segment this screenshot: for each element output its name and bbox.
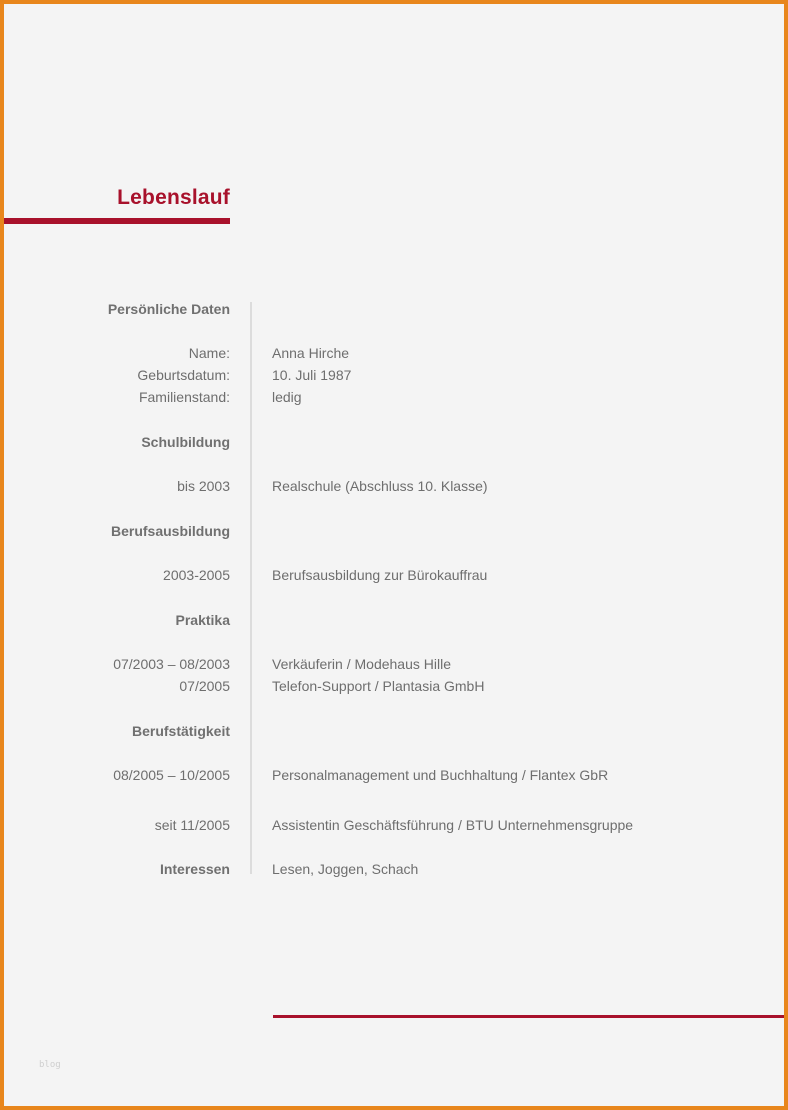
entry-value: Verkäuferin / Modehaus Hille: [272, 656, 451, 672]
entry-value: Assistentin Geschäftsführung / BTU Unternehmensgruppe: [272, 817, 634, 833]
employment-row: [0, 766, 788, 784]
date-label: 08/2005 – 10/2005: [113, 767, 230, 783]
internship-row: [0, 655, 788, 673]
date-label: 07/2003 – 08/2003: [113, 656, 230, 672]
date-label: 2003-2005: [163, 567, 230, 583]
personal-row-marital-status: [0, 388, 788, 406]
entry-value: Realschule (Abschluss 10. Klasse): [272, 478, 488, 494]
date-label: seit 11/2005: [154, 817, 230, 833]
section-heading: Berufsausbildung: [110, 523, 230, 539]
section-interests: [0, 860, 788, 878]
entry-value: Berufsausbildung zur Bürokauffrau: [272, 567, 488, 583]
personal-row-name: [0, 344, 788, 362]
section-heading: Berufstätigkeit: [131, 723, 230, 739]
school-row: [0, 477, 788, 495]
section-heading: Schulbildung: [141, 434, 230, 450]
field-value: ledig: [272, 389, 302, 405]
section-heading-internships: [0, 611, 788, 629]
date-label: bis 2003: [177, 478, 230, 494]
watermark-text: blog: [39, 1060, 61, 1070]
section-heading: Interessen: [159, 861, 230, 877]
field-label: Familienstand:: [138, 389, 230, 405]
interests-value: Lesen, Joggen, Schach: [272, 861, 419, 877]
date-label: 07/2005: [179, 678, 230, 694]
field-value: Anna Hirche: [272, 345, 350, 361]
section-heading: Persönliche Daten: [107, 301, 230, 317]
section-heading-employment: [0, 722, 788, 740]
section-heading: Praktika: [175, 612, 230, 628]
section-heading-school: [0, 433, 788, 451]
field-label: Geburtsdatum:: [137, 367, 230, 383]
personal-row-birthdate: [0, 366, 788, 384]
footer-accent-line: [273, 1015, 784, 1018]
field-label: Name:: [188, 345, 230, 361]
section-heading-personal: [0, 300, 788, 318]
section-heading-training: [0, 522, 788, 540]
field-value: 10. Juli 1987: [272, 367, 352, 383]
entry-value: Personalmanagement und Buchhaltung / Flantex GbR: [272, 767, 609, 783]
title-underline-bar: [4, 218, 230, 224]
training-row: [0, 566, 788, 584]
internship-row: [0, 677, 788, 695]
entry-value: Telefon-Support / Plantasia GmbH: [272, 678, 485, 694]
document-title: Lebenslauf: [117, 186, 230, 209]
employment-row: [0, 816, 788, 834]
